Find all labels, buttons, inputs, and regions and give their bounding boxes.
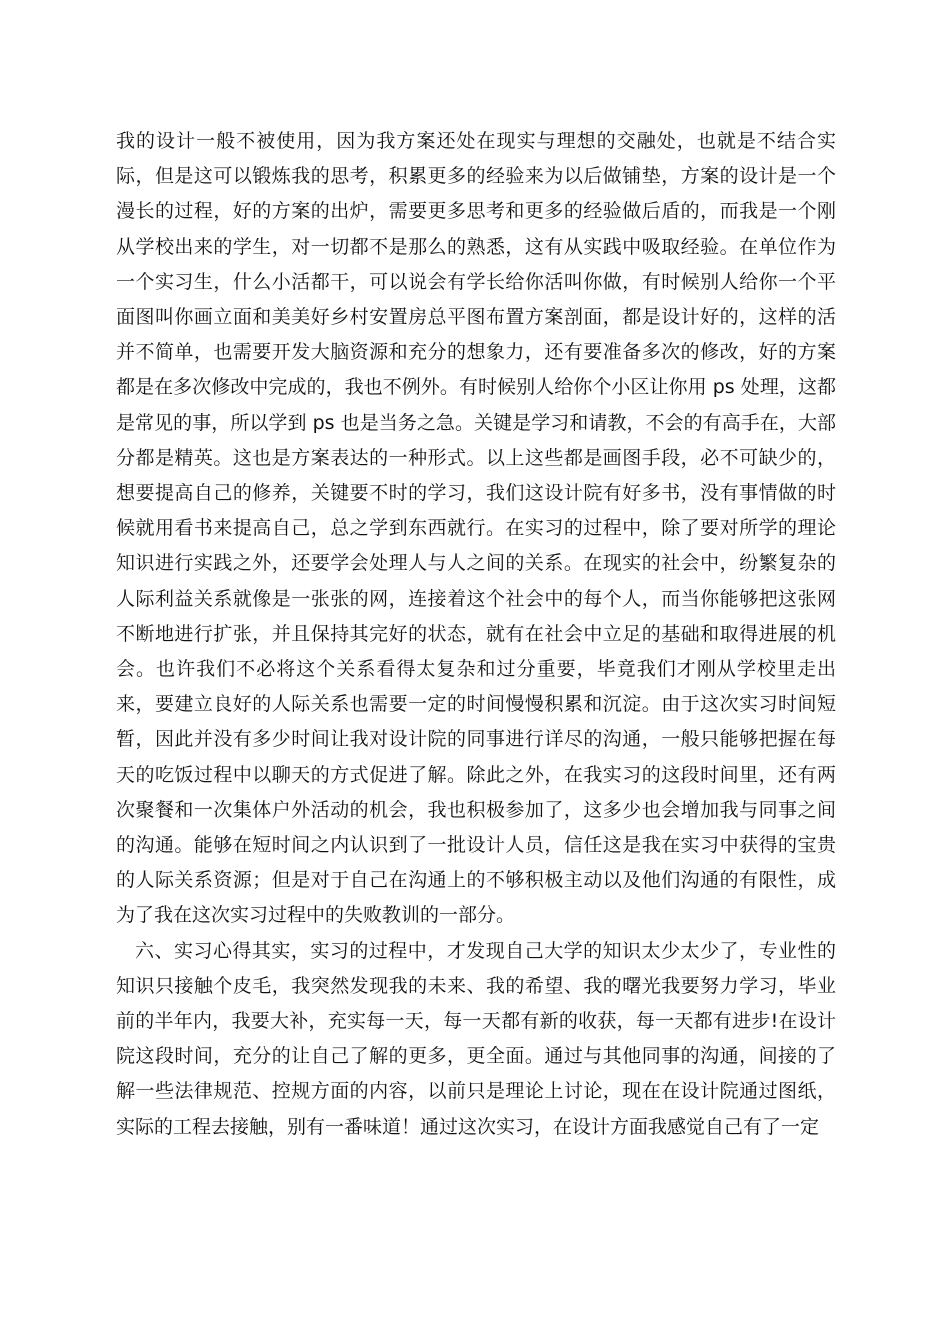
paragraph-practice-experience: 我的设计一般不被使用，因为我方案还处在现实与理想的交融处，也就是不结合实际，但是这可以锻炼我的思考，积累更多的经验来为以后做铺垫，方案的设计是一个漫长的过程，好的方案的出炉，需要更多思考和更多的经验做后盾的，而我是一个刚从学校出来的学生，对一切都不是那么的熟悉，这有从实践中吸取经验。在单位作为一个实习生，什么小活都干，可以说会有学长给你活叫你做，有时候别人给你一个平面图叫你画立面和美美好乡村安置房总平图布置方案剖面，都是设计好的，这样的活并不简单，也需要开发大脑资源和充分的想象力，还有要准备多次的修改，好的方案都是在多次修改中完成的，我也不例外。有时候别人给你个小区让你用 ps 处理，这都是常见的事，所以学到 ps 也是当务之急。关键是学习和请教，不会的有高手在，大部分都是精英。这也是方案表达的一种形式。以上这些都是画图手段，必不可缺少的，想要提高自己的修养，关键要不时的学习，我们这设计院有好多书，没有事情做的时候就用看书来提高自己，总之学到东西就行。在实习的过程中，除了要对所学的理论知识进行实践之外，还要学会处理人与人之间的关系。在现实的社会中，纷繁复杂的人际利益关系就像是一张张的网，连接着这个社会中的每个人，而当你能够把这张网不断地进行扩张，并且保持其完好的状态，就有在社会中立足的基础和取得进展的机会。也许我们不必将这个关系看得太复杂和过分重要，毕竟我们才刚从学校里走出来，要建立良好的人际关系也需要一定的时间慢慢积累和沉淀。由于这次实习时间短暂，因此并没有多少时间让我对设计院的同事进行详尽的沟通，一般只能够把握在每天的吃饭过程中以聊天的方式促进了解。除此之外，在我实习的这段时间里，还有两次聚餐和一次集体户外活动的机会，我也积极参加了，这多少也会增加我与同事之间的沟通。能够在短时间之内认识到了一批设计人员，信任这是我在实习中获得的宝贵的人际关系资源；但是对于自己在沟通上的不够积极主动以及他们沟通的有限性，成为了我在这次实习过程中的失败教训的一部分。 [116, 130, 836, 927]
paragraph-internship-reflections: 六、实习心得其实，实习的过程中，才发现自己大学的知识太少太少了，专业性的知识只接触个皮毛，我突然发现我的未来、我的希望、我的曙光我要努力学习，毕业前的半年内，我要大补，充实每一天，每一天都有新的收获，每一天都有进步!在设计院这段时间，充分的让自己了解的更多，更全面。通过与其他同事的沟通，间接的了解一些法律规范、控规方面的内容，以前只是理论上讨论，现在在设计院通过图纸，实际的工程去接触，别有一番味道！通过这次实习，在设计方面我感觉自己有了一定 [116, 939, 836, 1138]
document-body [116, 124, 836, 1145]
